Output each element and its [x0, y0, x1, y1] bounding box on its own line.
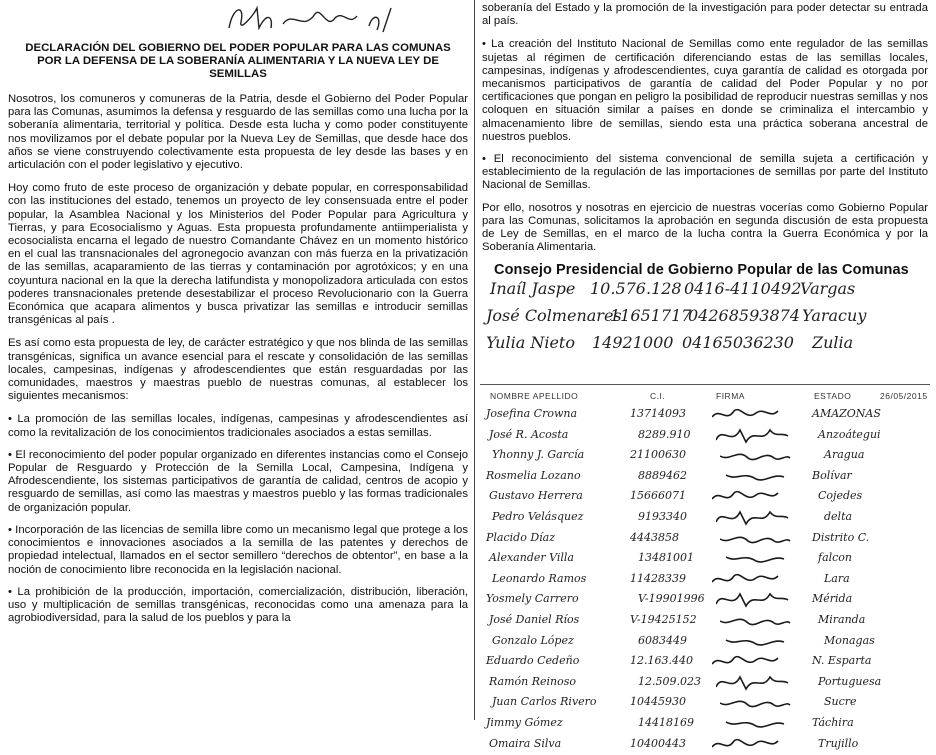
signer-name: Yhonny J. García [492, 448, 584, 461]
left-column [8, 8, 468, 634]
hw-phone: 0416-4110492 [684, 282, 801, 295]
bullet-institute: • La creación del Instituto Nacional de Semillas como ente regulador de las semillas sujetas al régimen de certificación diferenciando estas de las semillas locales, campesinas, indígenas y afrodescendientes, cuya garantía de calidad es otorgada por mecanismos participativos de garantía de calidad del Poder Popular y no por certificaciones que pongan en peligro la posibilidad de reproducir nuestras semillas y nos coloquen en situación similar a países en donde se criminaliza el intercambio y almacenamiento libre de semillas, siendo esta una práctica soberana ancestral de nuestros pueblos. [482, 38, 928, 144]
paragraph-2: Hoy como fruto de este proceso de organización y debate popular, en corresponsabilidad con las instituciones del estado, tenemos un proyecto de ley consensuada entre el poder popular, la Asamblea Nacional y los Ministerios del Poder Popular para Agricultura y Tierras, y para Ecosocialismo y Aguas. Esta propuesta profundamente antiimperialista y ecosocialista encarna el legado de nuestro Comandante Chávez en un momento histórico en el cual las transnacionales del agronegocio avanzan con más fuerza en la privatización de las semillas, acaparamiento de las tierras y contaminación por agrotóxicos; y en una coyuntura nacional en la que la derecha latifundista y monopolizadora articulada con estos poderes transnacionales pretende desestabilizar el proceso Revolucionario con la Guerra Económica que acapara alimentos y busca privatizar las semillas e introducir semillas transgénicas al país . [8, 182, 468, 327]
hw-ci: 14921000 [592, 336, 673, 349]
signer-signature [716, 673, 796, 693]
signer-name: Alexander Villa [489, 551, 574, 564]
signer-name: Rosmelia Lozano [486, 469, 581, 482]
hw-name: Inaíl Jaspe [490, 282, 575, 295]
hw-name: José Colmenares [486, 309, 622, 322]
signer-signature [712, 735, 792, 755]
signer-signature [724, 549, 804, 569]
table-row [480, 467, 930, 488]
signer-state: Cojedes [818, 489, 862, 502]
signer-ci: 10445930 [630, 695, 686, 708]
table-row [480, 529, 930, 550]
signer-name: José R. Acosta [489, 428, 568, 441]
handwritten-row [482, 305, 928, 332]
table-row [480, 693, 930, 714]
signer-ci: 14418169 [638, 716, 694, 729]
signer-signature [720, 446, 800, 466]
signer-state: delta [824, 510, 852, 523]
paragraph-3: Es así como esta propuesta de ley, de carácter estratégico y que nos blinda de las semillas transgénicas, significa un avance esencial para el rescate y consolidación de las semillas locales, campesinas, indígenas y afrodescendientes que están resguardadas por las comunidades, maestros y maestras pueblo de nuestras comunas, al establecer los siguientes mecanismos: [8, 337, 468, 403]
signer-state: Mérida [812, 592, 852, 605]
bullet-prohibition: • La prohibición de la producción, importación, comercialización, distribución, liberación, uso y multiplicación de semillas transgénicas, reconocidas como una amenaza para la agrobiodiversidad, para la salud de los pueblos y para la [8, 586, 468, 626]
signer-signature [720, 611, 800, 631]
signer-state: Trujillo [818, 737, 858, 750]
table-row [480, 590, 930, 611]
signer-name: Pedro Velásquez [492, 510, 583, 523]
signer-name: Leonardo Ramos [492, 572, 586, 585]
bullet-conventional: • El reconocimiento del sistema convencional de semilla sujeta a certificación y establecimiento de la regulación de las importaciones de semillas por parte del Instituto Nacional de Semillas. [482, 153, 928, 193]
hw-ci: 11651717 [610, 309, 691, 322]
top-signature [8, 8, 468, 42]
signer-ci: 6083449 [638, 634, 687, 647]
signer-name: Josefina Crowna [486, 407, 577, 420]
signer-state: Bolívar [812, 469, 852, 482]
header-date: 26/05/2015 [880, 391, 928, 401]
signer-name: Gustavo Herrera [489, 489, 583, 502]
signer-ci: 9193340 [638, 510, 687, 523]
signer-ci: 4443858 [630, 531, 679, 544]
table-row [480, 446, 930, 467]
paragraph-1: Nosotros, los comuneros y comuneras de la Patria, desde el Gobierno del Poder Popular para las Comunas, asumimos la defensa y resguardo de las semillas como una lucha por la soberanía alimentaria, territorial y política. Desde esta lucha y como poder constituyente nos movilizamos por el debate popular por la Nueva Ley de Semillas, que desde hace dos años se viene construyendo colectivamente esta propuesta de ley desde las bases y en articulación con el poder legislativo y ejecutivo. [8, 93, 468, 172]
signer-name: Gonzalo López [492, 634, 574, 647]
signer-ci: 12.163.440 [630, 654, 693, 667]
signer-signature [712, 487, 792, 507]
hw-phone: 04268593874 [688, 309, 800, 322]
signer-ci: 21100630 [630, 448, 686, 461]
bullet-recognition: • El reconocimiento del poder popular organizado en diferentes instancias como el Consejo Popular de Resguardo y Protección de la Semilla Local, Campesina, Indígena y Afrodescendiente, los sistemas participativos de garantía de calidad, centros de acopio y resguardo de semillas, así como las maestras y maestros pueblo y las formas tradicionales de organización popular. [8, 449, 468, 515]
table-row [480, 611, 930, 632]
signer-state: AMAZONAS [812, 407, 881, 420]
signer-signature [716, 426, 796, 446]
table-row [480, 652, 930, 673]
signer-state: falcon [818, 551, 852, 564]
right-column [482, 2, 928, 359]
table-row [480, 714, 930, 735]
table-row [480, 487, 930, 508]
table-row [480, 632, 930, 653]
signer-ci: 15666071 [630, 489, 686, 502]
signer-state: Anzoátegui [818, 428, 881, 441]
table-row [480, 426, 930, 447]
hw-name: Yulia Nieto [486, 336, 575, 349]
signature-table [480, 384, 930, 719]
signer-signature [716, 508, 796, 528]
signer-name: Jimmy Gómez [486, 716, 563, 729]
header-signature: FIRMA [716, 391, 745, 401]
table-row [480, 405, 930, 426]
signer-signature [724, 714, 804, 734]
header-name: NOMBRE APELLIDO [490, 391, 578, 401]
column-divider [474, 0, 475, 720]
signer-state: Táchira [812, 716, 854, 729]
signer-ci: 13481001 [638, 551, 694, 564]
signer-ci: 12.509.023 [638, 675, 701, 688]
header-ci: C.I. [650, 391, 665, 401]
signer-ci: V-19901996 [638, 592, 705, 605]
signer-state: Miranda [818, 613, 865, 626]
signer-name: Ramón Reinoso [489, 675, 576, 688]
signer-state: Monagas [824, 634, 875, 647]
signer-signature [720, 529, 800, 549]
handwritten-row [482, 278, 928, 305]
signer-name: José Daniel Ríos [489, 613, 579, 626]
table-row [480, 673, 930, 694]
signer-name: Omaira Silva [489, 737, 561, 750]
document-title [8, 42, 468, 81]
signer-ci: 11428339 [630, 572, 686, 585]
signer-state: Portuguesa [818, 675, 881, 688]
closing-paragraph: Por ello, nosotros y nosotras en ejercicio de nuestras vocerías como Gobierno Popular para las Comunas, solicitamos la aprobación en segunda discusión de esta propuesta de Ley de Semillas, en el marco de la lucha contra la Guerra Económica y por la Soberanía Alimentaria. [482, 202, 928, 255]
signer-state: Sucre [824, 695, 857, 708]
bullet-licenses: • Incorporación de las licencias de semilla libre como un mecanismo legal que protege a los conocimientos e innovaciones asociados a la semilla de las patentes y derechos de propiedad intelectual, llamados en el sector semillero “derechos de obtentor”, en base a la noción de conocimiento libre reconocida en la legislación nacional. [8, 524, 468, 577]
signer-signature [712, 405, 792, 425]
right-continuation: soberanía del Estado y la promoción de la investigación para poder detectar su entrada al país. [482, 2, 928, 28]
table-row [480, 735, 930, 755]
table-row [480, 508, 930, 529]
signer-state: Lara [824, 572, 850, 585]
signer-ci: 8289.910 [638, 428, 691, 441]
signer-state: Distrito C. [812, 531, 869, 544]
signer-ci: 8889462 [638, 469, 687, 482]
signer-name: Eduardo Cedeño [486, 654, 579, 667]
title-line-2: POR LA DEFENSA DE LA SOBERANÍA ALIMENTARIA Y LA NUEVA LEY DE SEMILLAS [8, 55, 468, 81]
signer-ci: 10400443 [630, 737, 686, 750]
table-row [480, 570, 930, 591]
table-rows [480, 405, 930, 755]
signer-signature [716, 590, 796, 610]
header-state: ESTADO [814, 391, 851, 401]
hw-ci: 10.576.128 [590, 282, 682, 295]
signer-name: Yosmely Carrero [486, 592, 579, 605]
signer-signature [712, 652, 792, 672]
hw-state: Yaracuy [802, 309, 866, 322]
signer-signature [724, 467, 804, 487]
signer-name: Juan Carlos Rivero [492, 695, 597, 708]
signer-signature [724, 632, 804, 652]
council-title: Consejo Presidencial de Gobierno Popular de las Comunas [494, 264, 928, 277]
signer-ci: 13714093 [630, 407, 686, 420]
signer-signature [712, 570, 792, 590]
signer-ci: V-19425152 [630, 613, 697, 626]
table-header [480, 385, 930, 405]
signer-state: Aragua [824, 448, 864, 461]
bullet-promotion: • La promoción de las semillas locales, indígenas, campesinas y afrodescendientes así como la revitalización de los conocimientos tradicionales asociados a estas semillas. [8, 413, 468, 439]
title-line-1: DECLARACIÓN DEL GOBIERNO DEL PODER POPULAR PARA LAS COMUNAS [8, 42, 468, 55]
table-row [480, 549, 930, 570]
handwritten-row [482, 332, 928, 359]
hw-state: Zulia [812, 336, 853, 349]
top-signature-scribble [223, 2, 423, 36]
signer-signature [720, 693, 800, 713]
signer-name: Placido Díaz [486, 531, 555, 544]
hw-phone: 04165036230 [682, 336, 794, 349]
signer-state: N. Esparta [812, 654, 871, 667]
hw-state: Vargas [800, 282, 855, 295]
